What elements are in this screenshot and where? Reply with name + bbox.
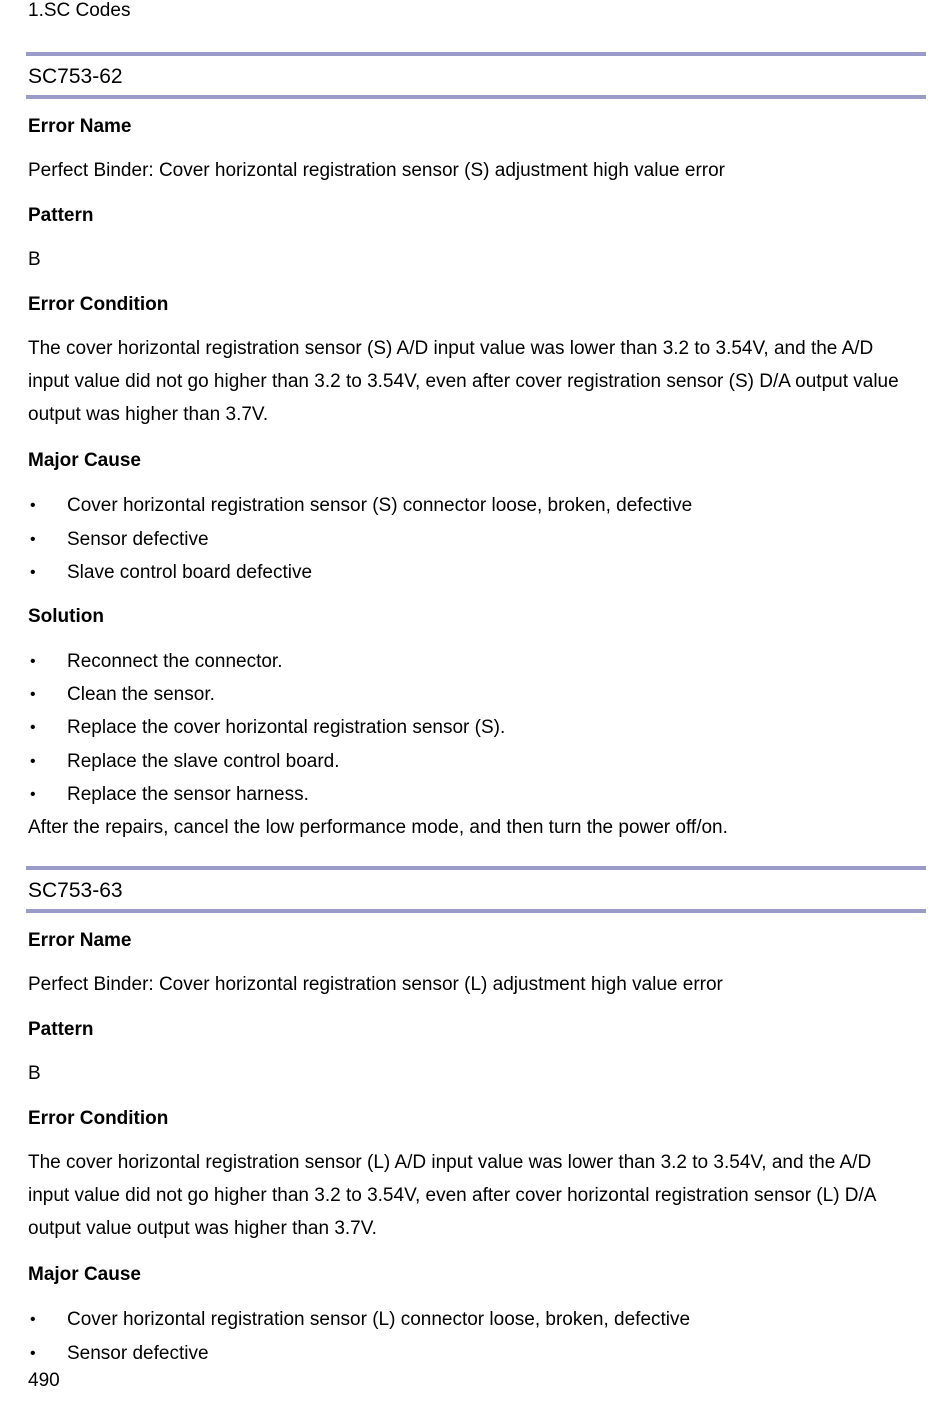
list-item-text: Slave control board defective xyxy=(67,562,313,583)
error-condition-line: input value did not go higher than 3.2 to 3.54V, even after cover horizontal registration sensor (L) D/A xyxy=(28,1185,877,1206)
error-name-text: Perfect Binder: Cover horizontal registration sensor (L) adjustment high value error xyxy=(28,974,723,995)
code-title-block xyxy=(26,52,926,99)
error-condition-line: The cover horizontal registration sensor (L) A/D input value was lower than 3.2 to 3.54V, and the A/D xyxy=(28,1152,872,1173)
after-repair-note: After the repairs, cancel the low performance mode, and then turn the power off/on. xyxy=(28,817,728,838)
list-item-text: Reconnect the connector. xyxy=(67,651,283,672)
error-condition-line: The cover horizontal registration sensor (S) A/D input value was lower than 3.2 to 3.54V, and the A/D xyxy=(28,338,874,359)
list-item-text: Sensor defective xyxy=(67,1343,209,1364)
code-title: SC753-63 xyxy=(28,879,123,902)
list-item-text: Clean the sensor. xyxy=(67,684,215,705)
code-title-block xyxy=(26,866,926,913)
bullet-icon: • xyxy=(30,753,36,770)
list-item-text: Replace the sensor harness. xyxy=(67,784,309,805)
bullet-icon: • xyxy=(30,1345,36,1362)
bullet-icon: • xyxy=(30,531,36,548)
major-cause-heading: Major Cause xyxy=(28,1264,141,1285)
bullet-icon: • xyxy=(30,786,36,803)
error-condition-line: output value output was higher than 3.7V. xyxy=(28,1218,377,1239)
divider xyxy=(26,95,926,99)
list-item-text: Sensor defective xyxy=(67,529,209,550)
error-condition-line: input value did not go higher than 3.2 to 3.54V, even after cover registration sensor (S) D/A output value xyxy=(28,371,899,392)
pattern-text: B xyxy=(28,1063,41,1084)
code-title: SC753-62 xyxy=(28,65,123,88)
list-item-text: Replace the slave control board. xyxy=(67,751,340,772)
error-name-heading: Error Name xyxy=(28,116,132,137)
divider xyxy=(26,909,926,913)
bullet-icon: • xyxy=(30,719,36,736)
list-item-text: Replace the cover horizontal registration sensor (S). xyxy=(67,717,506,738)
list-item-text: Cover horizontal registration sensor (L) connector loose, broken, defective xyxy=(67,1309,691,1330)
bullet-icon: • xyxy=(30,1311,36,1328)
bullet-icon: • xyxy=(30,686,36,703)
list-item-text: Cover horizontal registration sensor (S) connector loose, broken, defective xyxy=(67,495,693,516)
page-number: 490 xyxy=(28,1370,60,1391)
solution-heading: Solution xyxy=(28,606,104,627)
pattern-text: B xyxy=(28,249,41,270)
error-name-heading: Error Name xyxy=(28,930,132,951)
running-header: 1.SC Codes xyxy=(28,0,131,21)
error-condition-line: output was higher than 3.7V. xyxy=(28,404,269,425)
error-condition-heading: Error Condition xyxy=(28,1108,169,1129)
pattern-heading: Pattern xyxy=(28,205,94,226)
bullet-icon: • xyxy=(30,653,36,670)
pattern-heading: Pattern xyxy=(28,1019,94,1040)
bullet-icon: • xyxy=(30,497,36,514)
error-name-text: Perfect Binder: Cover horizontal registration sensor (S) adjustment high value error xyxy=(28,160,725,181)
major-cause-heading: Major Cause xyxy=(28,450,141,471)
bullet-icon: • xyxy=(30,564,36,581)
error-condition-heading: Error Condition xyxy=(28,294,169,315)
